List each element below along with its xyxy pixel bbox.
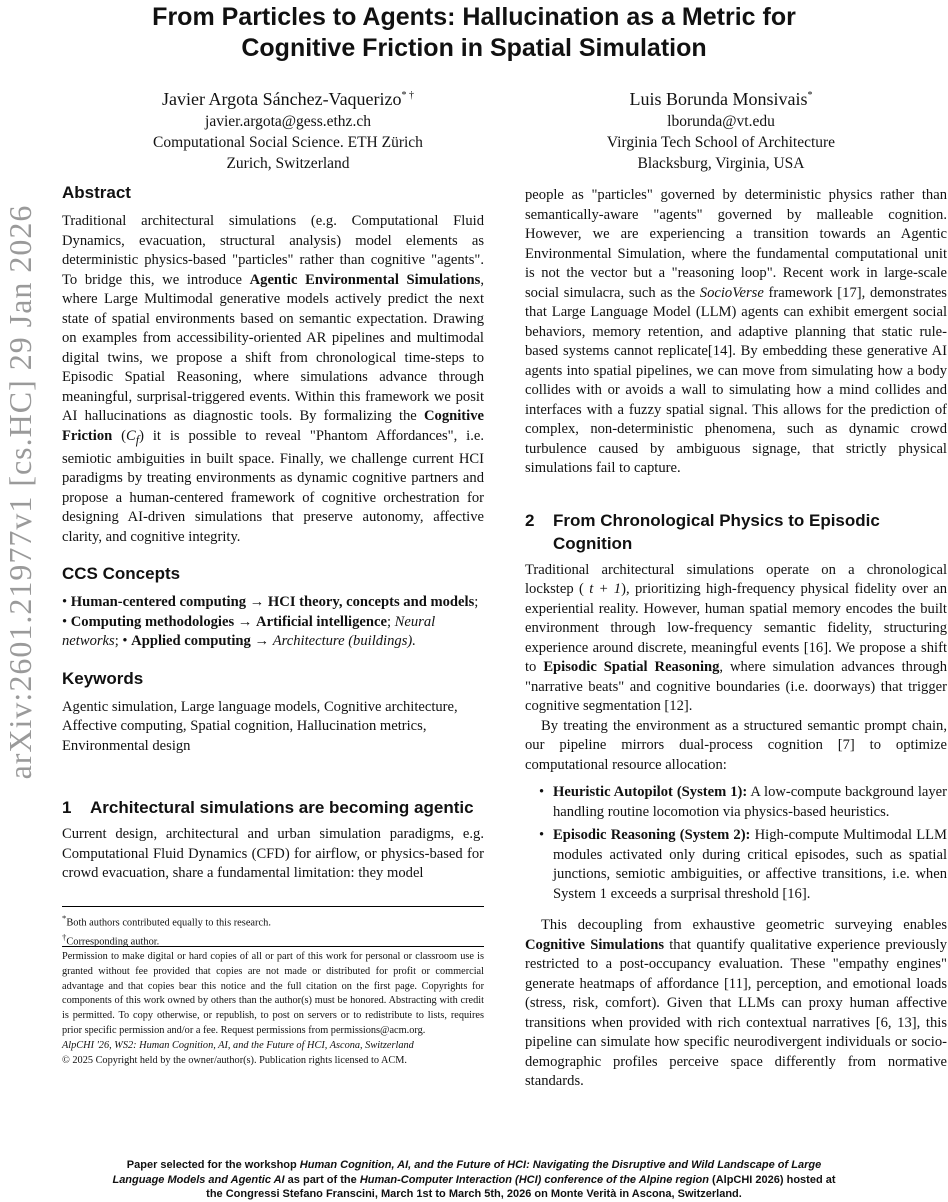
abstract-heading: Abstract <box>62 183 131 202</box>
permission-block <box>62 946 484 1068</box>
section-2-paragraph-1: Traditional architectural simulations operate on a chronological lockstep ( t + 1), prioritizing high-frequency physical fidelity over an experiential reality. However, human spatial memory encodes the built environment through low-frequency semantic fidelity, structuring experience around discrete, meaningful events [16]. We propose a shift to Episodic Spatial Reasoning, where simulation advances through "narrative beats" and cognitive boundaries (i.e. doorways) that trigger cognitive segmentation [12]. <box>525 561 948 714</box>
copyright-line: © 2025 Copyright held by the owner/author(s). Publication rights licensed to ACM. <box>62 1054 408 1066</box>
author-location: Zurich, Switzerland <box>226 155 350 172</box>
footnote-corresponding: †Corresponding author. <box>62 932 160 948</box>
footnote-equal-contribution: *Both authors contributed equally to this research. <box>62 913 271 929</box>
arxiv-identifier: arXiv:2601.21977v1 [cs.HC] 29 Jan 2026 <box>2 204 38 780</box>
footnotes <box>62 906 484 950</box>
abstract-text: Traditional architectural simulations (e.g. Computational Fluid Dynamics, evacuation, structural analysis) model elements as deterministic physics-based "particles" rather than cognitive "agents". To bridge this, we introduce Agentic Environmental Simulations, where Large Multimodal generative models actively predict the next state of spatial environments based on semantic expectation. Drawing on examples from accessibility-oriented AR pipelines and multimodal digital twins, we propose a shift from chronological time-steps to Episodic Spatial Reasoning, where simulations advance through meaningful, surprisal-triggered events. Within this framework we posit AI hallucinations as diagnostic tools. By formalizing the Cognitive Friction $(C_f)$ it is possible to reveal "Phantom Affordances", i.e. semiotic ambiguities in built space. Finally, we challenge current HCI paradigms by treating environments as dynamic cognitive partners and propose a human-centered framework of cognitive orchestration for designing AI-driven simulations that preserve autonomy, affective clarity, and cognitive integrity. <box>62 213 484 545</box>
section-1-text: people as "particles" governed by deterministic physics rather than semantically-aware "agents" governed by malleable cognition. However, we are experiencing a transition towards an Agentic Environmental Simulation, where the fundamental computational unit is not the vector but a "reasoning loop". Recent work in large-scale social simulacra, such as the SocioVerse framework [17], demonstrates that Large Language Model (LLM) agents can exhibit emergent social behaviors, memory retention, and adaptive planning that static rule-based systems cannot replicate[14]. By embedding these generative AI agents into spatial pipelines, we can move from simulating how a body collides with or avoids a wall to simulating how a mind collides and interfaces with a fuzzy spatial signal. This allows for the prediction of complex, non-deterministic phenomena, such as dynamic crowd turbulence caused by ambiguous signage, that strictly physical simulations fail to capture. <box>525 187 947 476</box>
section-2-heading: 2 From Chronological Physics to Episodic Cognition <box>525 510 880 553</box>
left-column <box>62 182 484 883</box>
keywords-text: Agentic simulation, Large language models, Cognitive architecture, Affective computing, Spatial cognition, Hallucination metrics, Environmental design <box>62 698 458 754</box>
list-item: • Heuristic Autopilot (System 1): A low-compute background layer handling routine locomotion via physics-based heuristics. <box>539 784 947 820</box>
author-email[interactable]: javier.argota@gess.ethz.ch <box>205 113 371 130</box>
paper-title: From Particles to Agents: Hallucination as a Metric for Cognitive Friction in Spatial Simulation <box>152 3 796 62</box>
list-item: • Episodic Reasoning (System 2): High-compute Multimodal LLM modules activated only during critical episodes, such as spatial junctions, semiotic ambiguities, or affective transitions, i.e. when System 1 exceeds a surprisal threshold [16]. <box>539 827 947 902</box>
author-email[interactable]: lborunda@vt.edu <box>667 113 775 130</box>
author-location: Blacksburg, Virginia, USA <box>637 155 805 172</box>
section-1-heading: 1 Architectural simulations are becoming agentic <box>62 798 474 818</box>
author-marks: * <box>807 90 813 101</box>
author-block-2 <box>526 84 916 174</box>
ccs-heading: CCS Concepts <box>62 564 181 584</box>
author-block-1 <box>118 84 458 174</box>
section-1-text-start: Current design, architectural and urban simulation paradigms, e.g. Computational Fluid Dynamics (CFD) for airflow, or physics-based for crowd evacuation, share a fundamental limitation: they model <box>62 826 484 882</box>
author-affiliation: Virginia Tech School of Architecture <box>606 134 836 151</box>
permission-text: Permission to make digital or hard copies of all or part of this work for personal or classroom use is granted without fee provided that copies are not made or distributed for profit or commercial advantage and that copies bear this notice and the full citation on the first page. Copyrights for components of this work owned by others than the author(s) must be honored. Abstracting with credit is permitted. To copy otherwise, or republish, to post on servers or to redistribute to lists, requires prior specific permission and/or a fee. Request permissions from permissions@acm.org. <box>62 951 484 1036</box>
author-marks: * † <box>401 90 415 101</box>
ccs-concepts: • Human-centered computing → HCI theory, concepts and models; • Computing methodologies → Artificial intelligence; Neural networks; • Applied computing → Architecture (buildings). <box>62 594 479 650</box>
author-name: Luis Borunda Monsivais <box>629 89 808 109</box>
workshop-footer: Paper selected for the workshop Human Cognition, AI, and the Future of HCI: Navigating the Disruptive and Wild Landscape of Large Language Models and Agentic AI as part of the Human-Computer Interaction (HCI) conference of the Alpine region (AlpCHI 2026) hosted at the Congressi Stefano Franscini, March 1st to March 5th, 2026 on Monte Verità in Ascona, Switzerland. <box>112 1159 836 1201</box>
section-2-paragraph-3: This decoupling from exhaustive geometric surveying enables Cognitive Simulations that quantify qualitative experience previously restricted to a post-occupancy evaluation. These "empathy engines" generate heatmaps of affordance [11], perception, and emotional loads (stress, risk, comfort). Given that LLMs can proxy human affective transitions when provided with rich contextual narratives [6, 13], this pipeline can simulate how specific neurodivergent individuals or socio-demographic profiles perceive space differently from normative standards. <box>525 917 947 1089</box>
keywords-heading: Keywords <box>62 668 144 688</box>
author-affiliation: Computational Social Science. ETH Zürich <box>153 134 423 151</box>
author-name: Javier Argota Sánchez-Vaquerizo <box>161 89 402 109</box>
section-2-paragraph-2: By treating the environment as a structured semantic prompt chain, our pipeline mirrors dual-process cognition [7] to optimize computational resource allocation: <box>525 717 947 773</box>
venue-line: AlpCHI '26, WS2: Human Cognition, AI, and the Future of HCI, Ascona, Switzerland <box>62 1039 414 1051</box>
system-list <box>525 783 947 904</box>
right-column <box>525 186 947 1092</box>
